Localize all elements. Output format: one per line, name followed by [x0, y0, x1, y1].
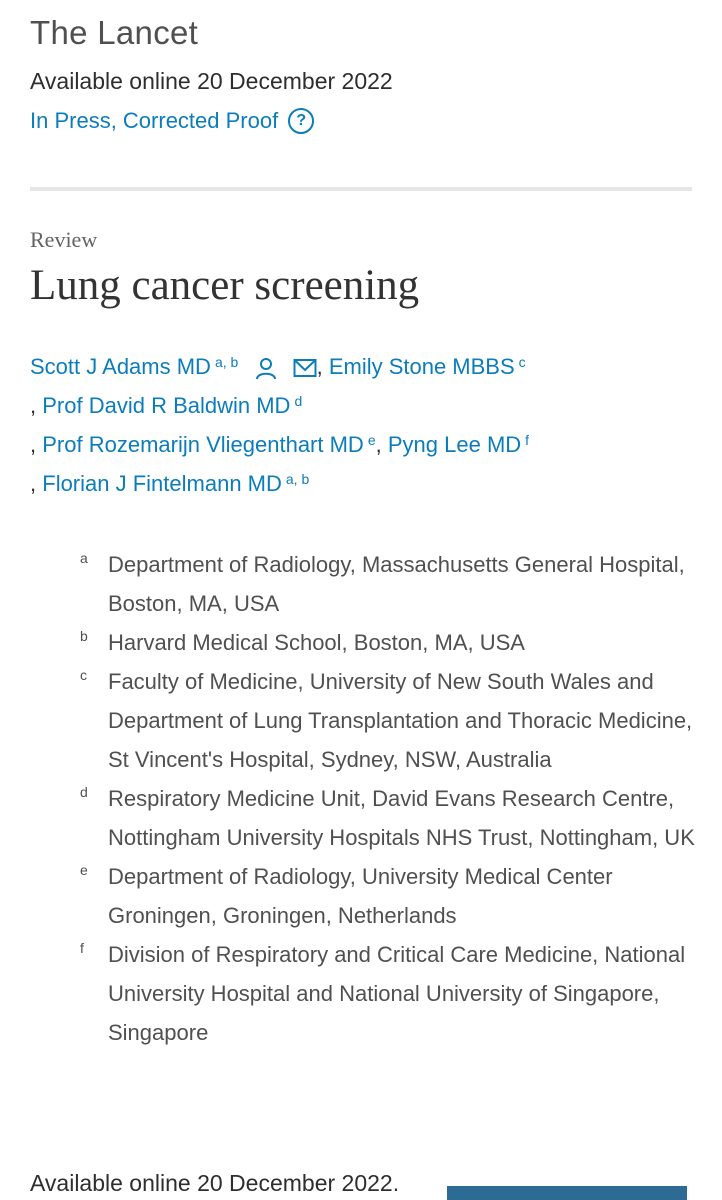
author-affiliation-ref[interactable]: f [525, 432, 530, 448]
author-affiliation-ref[interactable]: c [518, 354, 526, 370]
affiliation-text: Department of Radiology, University Medical Center Groningen, Groningen, Netherlands [108, 864, 613, 928]
author-separator: , [30, 471, 37, 496]
affiliation-label: b [80, 628, 88, 644]
available-online-footer: Available online 20 December 2022. [30, 1170, 400, 1196]
author-link[interactable]: Emily Stone MBBS [328, 354, 515, 379]
author-separator: , [375, 432, 382, 457]
envelope-icon[interactable] [293, 358, 317, 378]
author-line [30, 386, 700, 425]
author-link[interactable]: Pyng Lee MD [387, 432, 522, 457]
person-icon[interactable] [254, 356, 278, 380]
affiliation-list [30, 545, 710, 1052]
affiliation-text: Respiratory Medicine Unit, David Evans Research Centre, Nottingham University Hospitals NHS Trust, Nottingham, UK [108, 786, 695, 850]
affiliation-item [30, 545, 710, 623]
affiliation-item [30, 623, 710, 662]
author-affiliation-ref[interactable]: a, b [214, 354, 239, 370]
affiliation-text: Department of Radiology, Massachusetts General Hospital, Boston, MA, USA [108, 552, 685, 616]
affiliation-label: c [80, 667, 87, 683]
author-link[interactable]: Scott J Adams MD [30, 354, 211, 379]
author-link[interactable]: Prof Rozemarijn Vliegenthart MD [42, 432, 364, 457]
page-title: Lung cancer screening [30, 262, 420, 309]
author-separator: , [30, 393, 37, 418]
affiliation-item [30, 935, 710, 1052]
in-press-label[interactable]: In Press, Corrected Proof [30, 108, 279, 133]
affiliation-item [30, 662, 710, 779]
action-button[interactable] [447, 1186, 687, 1200]
author-line [30, 425, 700, 464]
article-type: Review [30, 227, 98, 252]
author-list [30, 347, 700, 503]
author-affiliation-ref[interactable]: e [367, 432, 376, 448]
affiliation-label: a [80, 550, 88, 566]
in-press-status[interactable] [30, 108, 314, 134]
author-affiliation-ref[interactable]: d [294, 393, 303, 409]
question-circle-icon[interactable]: ? [288, 108, 314, 134]
affiliation-label: d [80, 784, 88, 800]
affiliation-label: f [80, 940, 84, 956]
affiliation-item [30, 857, 710, 935]
author-line [30, 347, 700, 386]
author-line [30, 464, 700, 503]
author-link[interactable]: Florian J Fintelmann MD [42, 471, 282, 496]
author-separator: , [316, 354, 323, 379]
divider [30, 187, 692, 191]
author-affiliation-ref[interactable]: a, b [285, 471, 310, 487]
affiliation-item [30, 779, 710, 857]
journal-title[interactable]: The Lancet [30, 14, 199, 51]
author-separator: , [30, 432, 37, 457]
affiliation-text: Faculty of Medicine, University of New South Wales and Department of Lung Transplantation and Thoracic Medicine, St Vincent's Hospital, Sydney, NSW, Australia [108, 669, 693, 772]
author-link[interactable]: Prof David R Baldwin MD [42, 393, 291, 418]
affiliation-text: Harvard Medical School, Boston, MA, USA [108, 630, 525, 655]
affiliation-label: e [80, 862, 88, 878]
affiliation-text: Division of Respiratory and Critical Care Medicine, National University Hospital and National University of Singapore, Singapore [108, 942, 686, 1045]
available-online-date: Available online 20 December 2022 [30, 68, 393, 94]
